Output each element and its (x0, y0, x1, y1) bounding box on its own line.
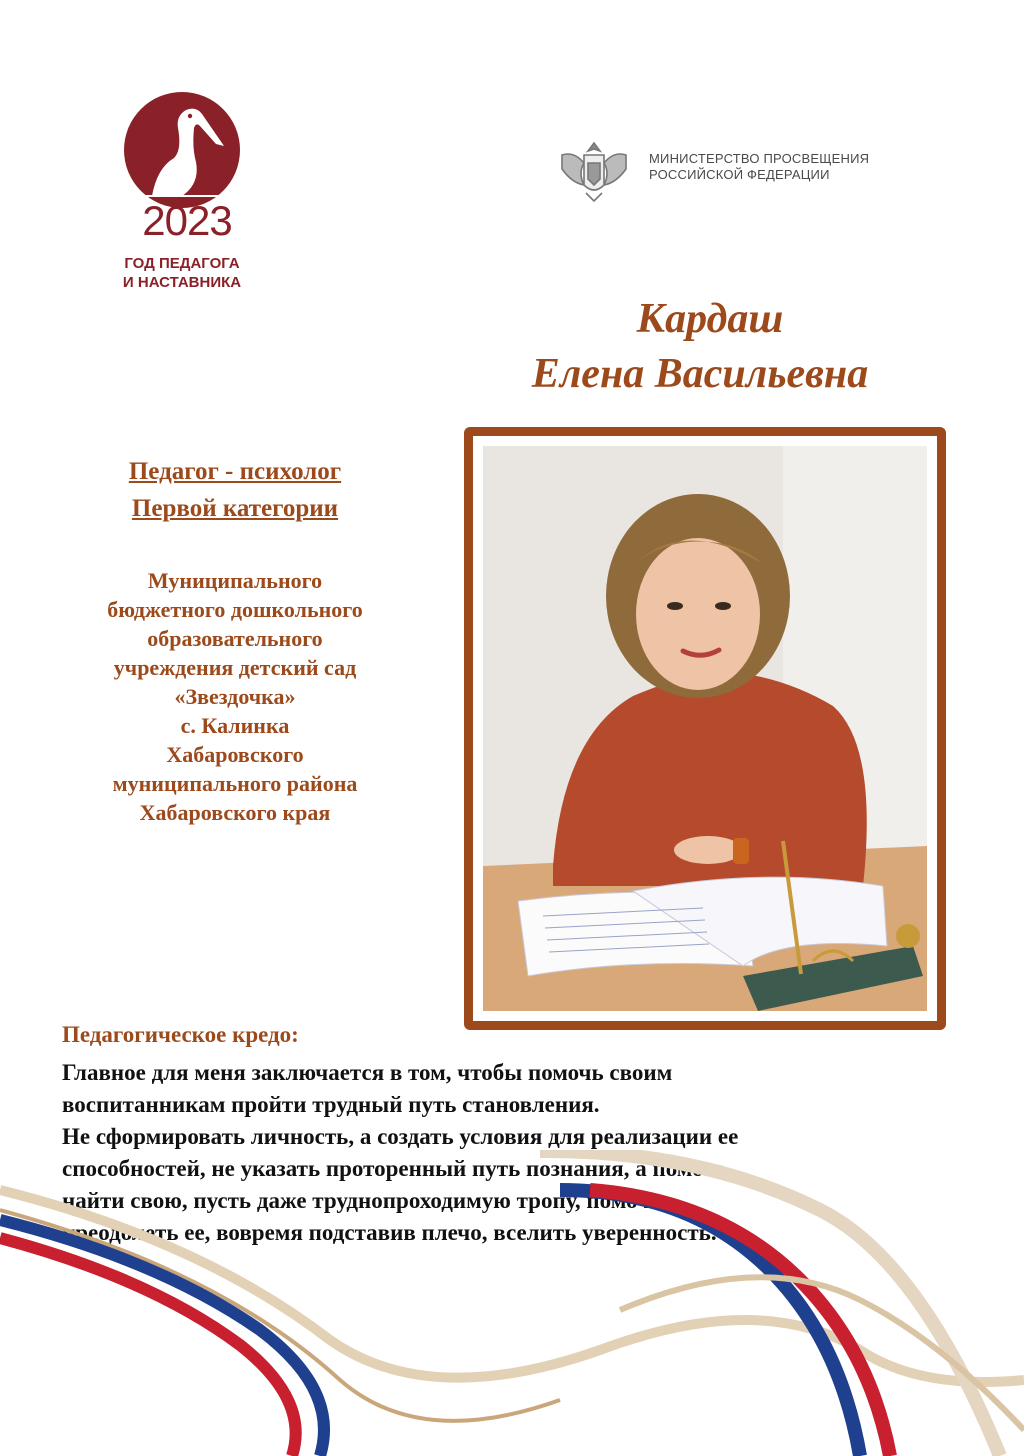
coat-of-arms-icon (554, 133, 634, 213)
portrait-frame (464, 427, 946, 1030)
ministry-line-2: РОССИЙСКОЙ ФЕДЕРАЦИИ (649, 167, 830, 182)
logo-line-2: И НАСТАВНИКА (122, 274, 242, 291)
position-title: Педагог - психолог (128, 458, 342, 485)
flag-ribbons-decoration (0, 1150, 1024, 1456)
surname: Кардаш (636, 296, 784, 342)
given-names: Елена Васильевна (531, 351, 869, 397)
organization-line: бюджетного дошкольного (107, 597, 363, 622)
organization-line: Хабаровского (166, 742, 304, 767)
credo-heading: Педагогическое кредо: (62, 1022, 299, 1047)
credo-line: найти свою, пусть даже труднопроходимую тропу, помочь (62, 1188, 663, 1213)
organization-line: учреждения детский сад (113, 655, 357, 680)
position-block (40, 453, 430, 527)
organization-line: Хабаровского края (139, 800, 331, 825)
ministry-line-1: МИНИСТЕРСТВО ПРОСВЕЩЕНИЯ (649, 151, 870, 166)
position-category: Первой категории (131, 495, 339, 522)
organization-line: Муниципального (147, 568, 323, 593)
credo-line: воспитанникам пройти трудный путь становления. (62, 1092, 600, 1117)
credo-line: способностей, не указать проторенный путь познания, а помочь (62, 1156, 729, 1181)
organization-line: «Звездочка» (174, 684, 296, 709)
logo-line-1: ГОД ПЕДАГОГА (124, 255, 240, 272)
organization-line: муниципального района (112, 771, 358, 796)
credo-line: Главное для меня заключается в том, чтобы помочь своим (62, 1060, 673, 1085)
credo-line: Не сформировать личность, а создать условия для реализации ее (62, 1124, 739, 1149)
organization-line: образовательного (147, 626, 323, 651)
ministry-logo (554, 133, 914, 213)
credo-line: преодолеть ее, вовремя подставив плечо, вселить уверенность. (62, 1220, 717, 1245)
organization-line: с. Калинка (180, 713, 290, 738)
organization-block (40, 566, 430, 827)
year-of-teacher-logo (112, 88, 252, 303)
logo-year: 2023 (142, 197, 232, 244)
portrait-photo (483, 446, 927, 1011)
ministry-name (649, 151, 869, 183)
